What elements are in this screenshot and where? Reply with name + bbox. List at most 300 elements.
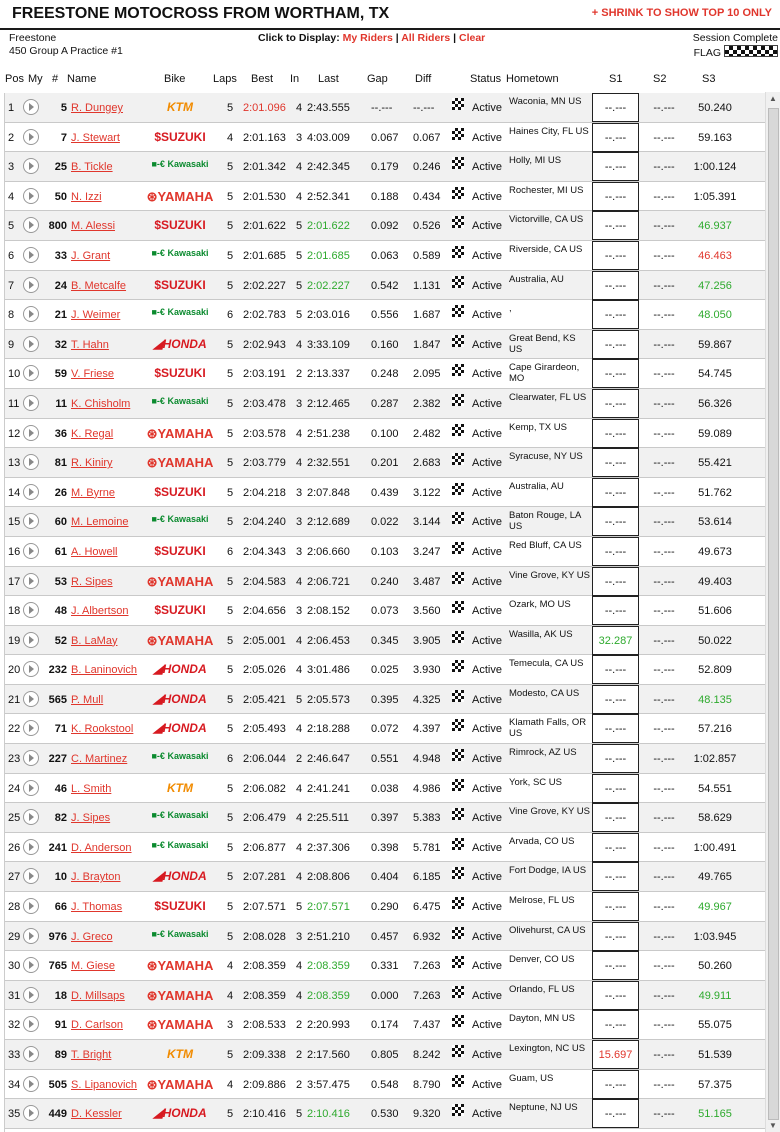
s1-cell bbox=[592, 1010, 639, 1039]
status-cell: Active bbox=[472, 161, 502, 174]
s1-cell bbox=[592, 567, 639, 596]
s1-value: --.--- bbox=[604, 516, 627, 529]
add-my-rider-icon[interactable] bbox=[23, 365, 39, 381]
pos-cell: 29 bbox=[8, 930, 21, 943]
add-my-rider-icon[interactable] bbox=[23, 484, 39, 500]
checkered-flag-icon bbox=[452, 276, 464, 288]
add-my-rider-icon[interactable] bbox=[23, 188, 39, 204]
rider-number: 232 bbox=[48, 664, 67, 677]
s1-value: 32.287 bbox=[598, 634, 633, 647]
rider-name-link[interactable]: B. LaMay bbox=[71, 634, 118, 647]
add-my-rider-icon[interactable] bbox=[23, 1076, 39, 1092]
scrollbar-thumb[interactable] bbox=[768, 108, 779, 1120]
table-row bbox=[5, 685, 767, 715]
hometown-cell: , bbox=[509, 303, 512, 315]
rider-number: 50 bbox=[54, 190, 67, 203]
table-row bbox=[5, 211, 767, 241]
s1-cell bbox=[592, 685, 639, 714]
in-cell: 2 bbox=[296, 1019, 303, 1032]
checkered-flag-icon bbox=[452, 572, 464, 584]
s2-cell: --.--- bbox=[653, 190, 675, 203]
diff-cell: 2.095 bbox=[413, 368, 441, 381]
add-my-rider-icon[interactable] bbox=[23, 1016, 39, 1032]
add-my-rider-icon[interactable] bbox=[23, 573, 39, 589]
add-my-rider-icon[interactable] bbox=[23, 987, 39, 1003]
bike-brand-icon: ⊛ bbox=[146, 632, 158, 648]
gap-cell: 0.542 bbox=[371, 279, 399, 292]
add-my-rider-icon[interactable] bbox=[23, 425, 39, 441]
bike-brand-icon: ◢ bbox=[153, 721, 163, 736]
scroll-down-icon[interactable]: ▼ bbox=[769, 1121, 777, 1130]
in-cell: 3 bbox=[296, 131, 303, 144]
diff-cell: 1.131 bbox=[413, 279, 441, 292]
my-riders-link[interactable]: My Riders bbox=[342, 32, 393, 44]
rider-name-link[interactable]: J. Weimer bbox=[71, 309, 121, 322]
add-my-rider-icon[interactable] bbox=[23, 809, 39, 825]
in-cell: 4 bbox=[296, 161, 303, 174]
last-cell: 2:12.465 bbox=[307, 397, 350, 410]
s3-cell: 1:05.391 bbox=[693, 190, 737, 203]
status-cell: Active bbox=[472, 901, 502, 914]
rider-name-link[interactable]: A. Howell bbox=[71, 545, 118, 558]
add-my-rider-icon[interactable] bbox=[23, 898, 39, 914]
vertical-scrollbar[interactable] bbox=[765, 92, 780, 1132]
laps-cell: 6 bbox=[227, 545, 234, 558]
add-my-rider-icon[interactable] bbox=[23, 513, 39, 529]
add-my-rider-icon[interactable] bbox=[23, 217, 39, 233]
s1-cell bbox=[592, 1040, 639, 1069]
best-cell: 2:01.096 bbox=[243, 102, 286, 114]
s3-cell: 49.911 bbox=[698, 989, 732, 1002]
rider-name-link[interactable]: K. Rookstool bbox=[71, 723, 134, 736]
s1-cell bbox=[592, 1099, 639, 1128]
add-my-rider-icon[interactable] bbox=[23, 247, 39, 263]
rider-number: 5 bbox=[60, 102, 67, 114]
last-cell: 2:17.560 bbox=[307, 1049, 350, 1061]
status-cell: Active bbox=[472, 368, 502, 381]
hometown-cell: Orlando, FL US bbox=[509, 983, 575, 995]
gap-cell: 0.530 bbox=[371, 1108, 399, 1121]
rider-name-link[interactable]: T. Hahn bbox=[71, 338, 109, 351]
rider-name-link[interactable]: K. Chisholm bbox=[71, 397, 131, 410]
hometown-cell: Melrose, FL US bbox=[509, 895, 575, 907]
col-last[interactable]: Last bbox=[318, 73, 339, 85]
s1-cell bbox=[592, 330, 639, 359]
s1-value: --.--- bbox=[604, 457, 627, 470]
col-pos[interactable]: Pos bbox=[5, 73, 24, 85]
s3-cell: 47.256 bbox=[698, 279, 732, 292]
rider-number: 52 bbox=[54, 634, 67, 647]
shrink-top10-link[interactable]: + SHRINK TO SHOW TOP 10 ONLY bbox=[591, 7, 772, 19]
add-my-rider-icon[interactable] bbox=[23, 336, 39, 352]
scroll-up-icon[interactable]: ▲ bbox=[769, 94, 777, 103]
s1-value: --.--- bbox=[604, 723, 627, 736]
checkered-flag-icon bbox=[452, 305, 464, 317]
in-cell: 5 bbox=[296, 1108, 303, 1121]
s2-cell: --.--- bbox=[653, 457, 675, 470]
all-riders-link[interactable]: All Riders bbox=[401, 32, 451, 44]
in-cell: 4 bbox=[296, 782, 303, 795]
laps-cell: 5 bbox=[227, 190, 234, 203]
laps-cell: 5 bbox=[227, 516, 234, 529]
gap-cell: 0.038 bbox=[371, 782, 399, 795]
col-name[interactable]: Name bbox=[67, 73, 97, 85]
col-num[interactable]: # bbox=[52, 73, 59, 85]
rider-number: 505 bbox=[48, 1078, 67, 1091]
add-my-rider-icon[interactable] bbox=[23, 306, 39, 322]
hometown-cell: Holly, MI US bbox=[509, 155, 562, 167]
hometown-cell: Temecula, CA US bbox=[509, 658, 584, 670]
bike-brand-label: Kawasaki bbox=[167, 751, 209, 762]
laps-cell: 5 bbox=[227, 397, 234, 410]
in-cell: 4 bbox=[296, 812, 303, 825]
laps-cell: 5 bbox=[227, 634, 234, 647]
diff-cell: 3.560 bbox=[413, 605, 441, 618]
col-status[interactable]: Status bbox=[470, 73, 502, 85]
last-cell: 2:13.337 bbox=[307, 368, 350, 381]
table-row bbox=[5, 744, 767, 774]
bike-brand-icon: ■-€ bbox=[151, 247, 168, 258]
status-cell: Active bbox=[472, 486, 502, 499]
rider-name-link[interactable]: B. Tickle bbox=[71, 161, 113, 174]
pos-cell: 6 bbox=[8, 249, 15, 262]
checkered-flag-icon bbox=[452, 1075, 464, 1087]
col-hometown[interactable]: Hometown bbox=[506, 73, 559, 85]
best-cell: 2:03.191 bbox=[243, 368, 286, 381]
s1-cell bbox=[592, 93, 639, 122]
last-cell: 2:01.685 bbox=[307, 249, 350, 262]
bike-brand-label: KTM bbox=[167, 100, 193, 114]
s1-value: --.--- bbox=[604, 989, 627, 1002]
hometown-cell: Klamath Falls, OR US bbox=[509, 717, 587, 740]
col-s2[interactable]: S2 bbox=[653, 73, 667, 85]
rider-name-link[interactable]: M. Byrne bbox=[71, 486, 116, 499]
rider-name-link[interactable]: D. Millsaps bbox=[71, 989, 125, 1002]
bike-brand-logo bbox=[145, 514, 215, 528]
s1-value: --.--- bbox=[604, 841, 627, 854]
checkered-flag-icon bbox=[452, 542, 464, 554]
diff-cell: 4.325 bbox=[413, 693, 441, 706]
s1-cell bbox=[592, 152, 639, 181]
rider-name-link[interactable]: N. Izzi bbox=[71, 190, 102, 203]
in-cell: 3 bbox=[296, 545, 303, 558]
add-my-rider-icon[interactable] bbox=[23, 868, 39, 884]
add-my-rider-icon[interactable] bbox=[23, 839, 39, 855]
pos-cell: 32 bbox=[8, 1019, 21, 1032]
add-my-rider-icon[interactable] bbox=[23, 602, 39, 618]
diff-cell: 3.144 bbox=[413, 516, 441, 529]
rider-number: 71 bbox=[54, 723, 67, 736]
best-cell: 2:03.578 bbox=[243, 427, 286, 440]
last-cell: 2:07.848 bbox=[307, 486, 350, 499]
bike-brand-logo bbox=[145, 1047, 215, 1061]
gap-cell: 0.072 bbox=[371, 723, 399, 736]
status-cell: Active bbox=[472, 516, 502, 529]
rider-name-link[interactable]: D. Anderson bbox=[71, 841, 132, 854]
checkered-flag-icon bbox=[452, 1015, 464, 1027]
best-cell: 2:04.240 bbox=[243, 516, 286, 529]
diff-cell: 8.242 bbox=[413, 1049, 441, 1061]
gap-cell: 0.290 bbox=[371, 901, 399, 914]
pos-cell: 5 bbox=[8, 220, 15, 233]
rider-number: 59 bbox=[54, 368, 67, 381]
s1-cell bbox=[592, 833, 639, 862]
laps-cell: 5 bbox=[227, 871, 234, 884]
s2-cell: --.--- bbox=[653, 634, 675, 647]
table-row bbox=[5, 596, 767, 626]
s1-value: --.--- bbox=[604, 960, 627, 973]
gap-cell: 0.439 bbox=[371, 486, 399, 499]
bike-brand-logo bbox=[145, 426, 215, 440]
pos-cell: 18 bbox=[8, 605, 21, 618]
s2-cell: --.--- bbox=[653, 960, 675, 973]
best-cell: 2:06.479 bbox=[243, 812, 286, 825]
s2-cell: --.--- bbox=[653, 723, 675, 736]
gap-cell: 0.103 bbox=[371, 545, 399, 558]
in-cell: 3 bbox=[296, 516, 303, 529]
bike-brand-label: SUZUKI bbox=[161, 899, 206, 914]
hometown-cell: Waconia, MN US bbox=[509, 96, 582, 107]
pos-cell: 4 bbox=[8, 190, 15, 203]
add-my-rider-icon[interactable] bbox=[23, 1046, 39, 1062]
bike-brand-logo bbox=[145, 692, 215, 706]
gap-cell: 0.345 bbox=[371, 634, 399, 647]
bike-brand-logo bbox=[145, 159, 215, 173]
bike-brand-icon: $ bbox=[154, 218, 161, 233]
gap-cell: 0.100 bbox=[371, 427, 399, 440]
table-row bbox=[5, 1099, 767, 1129]
s2-cell: --.--- bbox=[653, 841, 675, 854]
add-my-rider-icon[interactable] bbox=[23, 780, 39, 796]
in-cell: 4 bbox=[296, 457, 303, 470]
laps-cell: 5 bbox=[227, 486, 234, 499]
hometown-cell: Rimrock, AZ US bbox=[509, 747, 577, 759]
rider-number: 61 bbox=[54, 545, 67, 558]
bike-brand-icon: ■-€ bbox=[151, 839, 168, 850]
pos-cell: 19 bbox=[8, 634, 21, 647]
rider-name-link[interactable]: M. Giese bbox=[71, 960, 116, 973]
add-my-rider-icon[interactable] bbox=[23, 750, 39, 766]
rider-number: 89 bbox=[54, 1049, 67, 1061]
checkered-flag-icon bbox=[452, 335, 464, 347]
laps-cell: 5 bbox=[227, 220, 234, 233]
s2-cell: --.--- bbox=[653, 1108, 675, 1121]
checkered-flag-icon bbox=[452, 838, 464, 850]
col-my[interactable]: My bbox=[28, 73, 43, 85]
add-my-rider-icon[interactable] bbox=[23, 395, 39, 411]
rider-name-link[interactable]: T. Bright bbox=[71, 1049, 112, 1061]
hometown-cell: Arvada, CO US bbox=[509, 835, 575, 847]
rider-name-link[interactable]: J. Albertson bbox=[71, 605, 129, 618]
rider-name-link[interactable]: V. Friese bbox=[71, 368, 115, 381]
gap-cell: 0.092 bbox=[371, 220, 399, 233]
add-my-rider-icon[interactable] bbox=[23, 720, 39, 736]
col-diff[interactable]: Diff bbox=[415, 73, 432, 85]
hometown-cell: Denver, CO US bbox=[509, 954, 575, 966]
rider-name-link[interactable]: R. Dungey bbox=[71, 102, 123, 114]
s1-cell bbox=[592, 803, 639, 832]
col-best[interactable]: Best bbox=[251, 73, 274, 85]
add-my-rider-icon[interactable] bbox=[23, 454, 39, 470]
rider-name-link[interactable]: R. Kiniry bbox=[71, 457, 113, 470]
diff-cell: 4.397 bbox=[413, 723, 441, 736]
rider-name-link[interactable]: R. Sipes bbox=[71, 575, 113, 588]
add-my-rider-icon[interactable] bbox=[23, 277, 39, 293]
rider-number: 7 bbox=[60, 131, 67, 144]
rider-name-link[interactable]: M. Alessi bbox=[71, 220, 116, 233]
bike-brand-logo bbox=[145, 988, 215, 1002]
s1-cell bbox=[592, 182, 639, 211]
s1-cell bbox=[592, 478, 639, 507]
rider-name-link[interactable]: C. Martinez bbox=[71, 753, 128, 766]
col-s3[interactable]: S3 bbox=[702, 73, 716, 85]
rider-name-link[interactable]: M. Lemoine bbox=[71, 516, 129, 529]
checkered-flag-icon bbox=[452, 601, 464, 613]
table-row bbox=[5, 626, 767, 656]
hometown-cell: Australia, AU bbox=[509, 273, 564, 285]
rider-name-link[interactable]: B. Metcalfe bbox=[71, 279, 127, 292]
in-cell: 5 bbox=[296, 693, 303, 706]
pos-cell: 25 bbox=[8, 812, 21, 825]
table-row bbox=[5, 1070, 767, 1100]
s1-cell bbox=[592, 655, 639, 684]
bike-brand-icon: ◢ bbox=[153, 691, 163, 706]
rider-name-link[interactable]: K. Regal bbox=[71, 427, 114, 440]
clear-link[interactable]: Clear bbox=[459, 32, 486, 44]
bike-brand-logo bbox=[145, 1017, 215, 1031]
checkered-flag-icon bbox=[452, 128, 464, 140]
diff-cell: 3.905 bbox=[413, 634, 441, 647]
laps-cell: 5 bbox=[227, 427, 234, 440]
best-cell: 2:05.001 bbox=[243, 634, 286, 647]
add-my-rider-icon[interactable] bbox=[23, 158, 39, 174]
bike-brand-icon: ⊛ bbox=[146, 188, 158, 204]
laps-cell: 6 bbox=[227, 309, 234, 322]
in-cell: 2 bbox=[296, 1078, 303, 1091]
s1-cell bbox=[592, 774, 639, 803]
gap-cell: 0.160 bbox=[371, 338, 399, 351]
add-my-rider-icon[interactable] bbox=[23, 543, 39, 559]
add-my-rider-icon[interactable] bbox=[23, 691, 39, 707]
rider-name-link[interactable]: J. Brayton bbox=[71, 871, 121, 884]
in-cell: 5 bbox=[296, 249, 303, 262]
s1-value: --.--- bbox=[604, 161, 627, 174]
col-bike[interactable]: Bike bbox=[164, 73, 186, 85]
checkered-flag-icon bbox=[452, 660, 464, 672]
laps-cell: 5 bbox=[227, 693, 234, 706]
rider-name-link[interactable]: S. Lipanovich bbox=[71, 1078, 138, 1091]
status-cell: Active bbox=[472, 249, 502, 262]
gap-cell: 0.395 bbox=[371, 693, 399, 706]
add-my-rider-icon[interactable] bbox=[23, 661, 39, 677]
gap-cell: 0.000 bbox=[371, 989, 399, 1002]
best-cell: 2:02.783 bbox=[243, 309, 286, 322]
rider-name-link[interactable]: J. Stewart bbox=[71, 131, 120, 144]
s2-cell: --.--- bbox=[653, 605, 675, 618]
s3-cell: 56.326 bbox=[698, 397, 732, 410]
hometown-cell: Vine Grove, KY US bbox=[509, 569, 590, 581]
best-cell: 2:09.338 bbox=[243, 1049, 286, 1061]
rider-name-link[interactable]: J. Sipes bbox=[71, 812, 111, 825]
bike-brand-label: SUZUKI bbox=[161, 277, 206, 292]
best-cell: 2:01.163 bbox=[243, 131, 286, 144]
rider-name-link[interactable]: B. Laninovich bbox=[71, 664, 138, 677]
col-gap[interactable]: Gap bbox=[367, 73, 388, 85]
rider-name-link[interactable]: D. Carlson bbox=[71, 1019, 123, 1032]
add-my-rider-icon[interactable] bbox=[23, 957, 39, 973]
pos-cell: 21 bbox=[8, 693, 21, 706]
col-laps[interactable]: Laps bbox=[213, 73, 237, 85]
s2-cell: --.--- bbox=[653, 161, 675, 174]
add-my-rider-icon[interactable] bbox=[23, 129, 39, 145]
col-in[interactable]: In bbox=[290, 73, 300, 85]
checkered-flag-icon bbox=[452, 394, 464, 406]
table-row bbox=[5, 478, 767, 508]
add-my-rider-icon[interactable] bbox=[23, 928, 39, 944]
col-s1[interactable]: S1 bbox=[609, 73, 623, 85]
status-cell: Active bbox=[472, 841, 502, 854]
status-cell: Active bbox=[472, 575, 502, 588]
s2-cell: --.--- bbox=[653, 1049, 675, 1061]
table-row bbox=[5, 567, 767, 597]
status-cell: Active bbox=[472, 1078, 502, 1091]
s3-cell: 51.762 bbox=[698, 486, 732, 499]
gap-cell: 0.287 bbox=[371, 397, 399, 410]
table-row bbox=[5, 774, 767, 804]
diff-cell: 5.781 bbox=[413, 841, 441, 854]
table-row bbox=[5, 1010, 767, 1040]
rider-name-link[interactable]: D. Kessler bbox=[71, 1108, 122, 1121]
bike-brand-label: YAMAHA bbox=[157, 425, 214, 441]
rider-number: 241 bbox=[48, 841, 67, 854]
s1-cell bbox=[592, 419, 639, 448]
best-cell: 2:05.026 bbox=[243, 664, 286, 677]
rider-name-link[interactable]: L. Smith bbox=[71, 782, 112, 795]
s1-cell bbox=[592, 300, 639, 329]
bike-brand-icon: $ bbox=[154, 277, 161, 292]
bike-brand-logo bbox=[145, 603, 215, 617]
hometown-cell: Haines City, FL US bbox=[509, 125, 589, 137]
add-my-rider-icon[interactable] bbox=[23, 99, 39, 115]
best-cell: 2:10.416 bbox=[243, 1108, 286, 1121]
table-row bbox=[5, 951, 767, 981]
last-cell: 2:03.016 bbox=[307, 309, 350, 322]
s1-cell bbox=[592, 922, 639, 951]
rider-name-link[interactable]: J. Thomas bbox=[71, 901, 123, 914]
s3-cell: 48.050 bbox=[698, 309, 732, 322]
rider-name-link[interactable]: J. Grant bbox=[71, 249, 111, 262]
rider-name-link[interactable]: P. Mull bbox=[71, 693, 104, 706]
last-cell: 2:02.227 bbox=[307, 279, 350, 292]
bike-brand-logo bbox=[145, 781, 215, 795]
bike-brand-logo bbox=[145, 100, 215, 114]
rider-number: 32 bbox=[54, 338, 67, 351]
pos-cell: 30 bbox=[8, 960, 21, 973]
gap-cell: 0.457 bbox=[371, 930, 399, 943]
hometown-cell: Dayton, MN US bbox=[509, 1013, 575, 1025]
bike-brand-logo bbox=[145, 396, 215, 410]
add-my-rider-icon[interactable] bbox=[23, 1105, 39, 1121]
s2-cell: --.--- bbox=[653, 131, 675, 144]
hometown-cell: Ozark, MO US bbox=[509, 599, 571, 611]
diff-cell: 7.263 bbox=[413, 989, 441, 1002]
rider-name-link[interactable]: J. Greco bbox=[71, 930, 113, 943]
pos-cell: 3 bbox=[8, 161, 15, 174]
add-my-rider-icon[interactable] bbox=[23, 632, 39, 648]
bike-brand-icon: $ bbox=[154, 603, 161, 618]
bike-brand-logo bbox=[145, 366, 215, 380]
diff-cell: 3.487 bbox=[413, 575, 441, 588]
